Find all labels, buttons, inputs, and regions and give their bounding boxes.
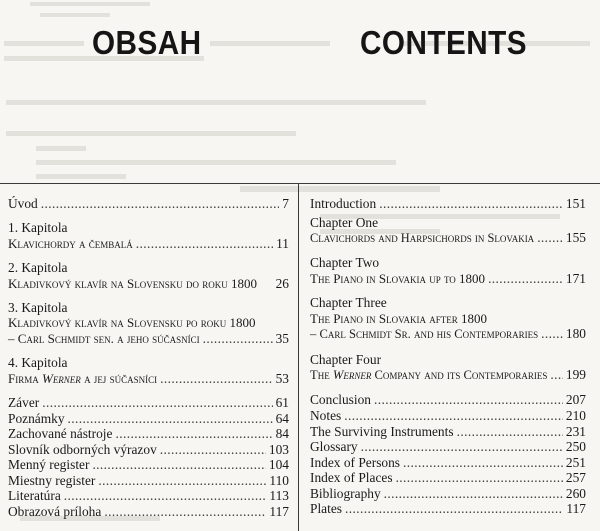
chapter-title-company: Werner [41,370,81,386]
dot-leader [457,424,563,440]
dot-leader [203,331,273,347]
dot-leader [68,411,273,427]
horizontal-rule [0,183,600,184]
toc-entry-page: 103 [268,441,289,457]
dot-leader [64,488,267,504]
toc-entry-index-of-places[interactable] [310,470,586,486]
toc-entry-kapitola-4[interactable] [8,355,289,386]
toc-entry-title: Literatúra [8,488,61,504]
chapter-label: 1. Kapitola [8,220,68,236]
chapter-label: Chapter One [310,214,379,230]
toc-entry-page: 207 [565,392,586,408]
toc-entry-title: Introduction [310,196,377,211]
dot-leader [160,442,266,458]
toc-entry-page: 84 [275,426,289,442]
toc-entry-title: Bibliography [310,485,381,501]
chapter-label: Chapter Three [310,295,387,311]
chapter-title: Kladivkový klavír na Slovensku po roku 1800 [8,315,256,331]
toc-column-english [310,196,586,517]
chapter-label: 3. Kapitola [8,299,68,315]
toc-entry-title: Menný register [8,457,90,473]
dot-leader [396,470,563,486]
dot-leader [344,408,563,424]
toc-entry-page: 117 [269,504,289,520]
toc-entry-page: 61 [275,394,289,410]
chapter-title [310,368,547,384]
toc-entry-chapter-two[interactable] [310,255,586,286]
heading-contents: CONTENTS [360,24,527,61]
toc-entry-title: Záver [8,394,40,410]
toc-entry-chapter-three[interactable] [310,295,586,343]
toc-entry-page: 250 [565,439,586,455]
toc-entry-page: 35 [275,330,289,346]
toc-entry-page: 26 [275,275,289,291]
dot-leader [379,196,563,212]
toc-entry-page: 180 [565,326,586,342]
toc-entry-title: Notes [310,407,342,423]
dot-leader [384,486,563,502]
toc-entry-page: 171 [565,270,586,286]
toc-entry-poznamky[interactable] [8,411,289,427]
toc-entry-page: 155 [565,230,586,246]
chapter-label: 4. Kapitola [8,355,68,371]
chapter-subtitle: – Carl Schmidt sen. a jeho súčasníci [8,330,200,346]
toc-entry-title: Poznámky [8,410,65,426]
dot-leader [345,501,563,517]
toc-entry-slovnik[interactable] [8,442,289,458]
toc-entry-obrazova-priloha[interactable] [8,504,289,520]
toc-entry-title: The Surviving Instruments [310,423,454,439]
dot-leader [92,457,265,473]
toc-entry-title: Úvod [8,196,38,211]
chapter-title: Klavichordy a čembalá [8,235,133,251]
toc-entry-chapter-one[interactable] [310,215,586,247]
toc-entry-title: Index of Persons [310,454,401,470]
chapter-title: The Piano in Slovakia up to 1800 [310,270,486,286]
toc-entry-page: 251 [565,454,586,470]
dot-leader [42,395,272,411]
toc-entry-title: Slovník odborných výrazov [8,441,157,457]
toc-entry-index-of-persons[interactable] [310,455,586,471]
toc-entry-page: 151 [565,196,586,211]
toc-entry-uvod[interactable] [8,196,289,212]
toc-entry-title: Plates [310,501,342,517]
toc-entry-kapitola-3[interactable] [8,300,289,347]
dot-leader [541,326,563,342]
toc-entry-page: 231 [565,423,586,439]
chapter-title-suffix: Company and its Contemporaries [371,368,548,383]
dot-leader [550,367,562,383]
heading-obsah: OBSAH [92,24,202,61]
chapter-title [8,371,157,387]
chapter-title-suffix: a jej súčasníci [80,370,158,386]
toc-entry-conclusion[interactable] [310,392,586,408]
toc-entry-title: Zachované nástroje [8,426,113,442]
toc-entry-surviving-instruments[interactable] [310,424,586,440]
dot-leader [374,392,563,408]
chapter-subtitle: – Carl Schmidt Sr. and his Contemporaries [310,327,539,342]
toc-entry-kapitola-1[interactable] [8,220,289,251]
dot-leader [361,439,563,455]
toc-entry-title: Miestny register [8,472,96,488]
toc-entry-page: 117 [566,501,586,517]
toc-entry-menny-register[interactable] [8,457,289,473]
toc-entry-kapitola-2[interactable] [8,260,289,291]
column-divider [298,183,299,531]
toc-column-slovak [8,196,289,520]
toc-entry-page: 210 [565,407,586,423]
dot-leader [403,455,563,471]
toc-entry-notes[interactable] [310,408,586,424]
chapter-label: Chapter Four [310,351,382,367]
toc-entry-page: 113 [269,488,289,504]
toc-entry-page: 7 [282,196,289,211]
dot-leader [160,371,273,387]
toc-entry-zaver[interactable] [8,395,289,411]
dot-leader [104,504,266,520]
chapter-title-prefix: Firma [8,370,42,386]
chapter-title: The Piano in Slovakia after 1800 [310,310,487,326]
toc-entry-title: Index of Places [310,470,393,486]
dot-leader [115,426,272,442]
toc-entry-page: 260 [565,485,586,501]
dot-leader [136,236,273,252]
toc-entry-chapter-four[interactable] [310,352,586,384]
toc-entry-introduction[interactable] [310,196,586,212]
toc-entry-title: Glossary [310,439,358,455]
toc-entry-plates[interactable] [310,501,586,517]
toc-entry-page: 104 [268,457,289,473]
toc-entry-bibliography[interactable] [310,486,586,502]
toc-entry-title: Obrazová príloha [8,504,102,520]
chapter-title: Clavichords and Harpsichords in Slovakia [310,231,535,246]
toc-entry-miestny-register[interactable] [8,473,289,489]
dot-leader [41,196,280,212]
toc-entry-zachovane-nastroje[interactable] [8,426,289,442]
toc-entry-title: Conclusion [310,392,372,408]
chapter-title-company: Werner [332,368,372,383]
chapter-title: Kladivkový klavír na Slovensku do roku 1800 [8,275,257,291]
chapter-title-prefix: The [310,368,333,383]
toc-entry-page: 64 [275,410,289,426]
chapter-label: 2. Kapitola [8,259,68,275]
toc-entry-page: 53 [275,370,289,386]
toc-entry-page: 257 [565,470,586,486]
chapter-label: Chapter Two [310,255,380,271]
toc-entry-page: 11 [276,235,289,251]
toc-entry-page: 110 [269,472,289,488]
toc-entry-page: 199 [565,367,586,383]
toc-entry-glossary[interactable] [310,439,586,455]
dot-leader [98,473,266,489]
dot-leader [537,230,563,246]
dot-leader [488,271,563,287]
toc-entry-literatura[interactable] [8,488,289,504]
